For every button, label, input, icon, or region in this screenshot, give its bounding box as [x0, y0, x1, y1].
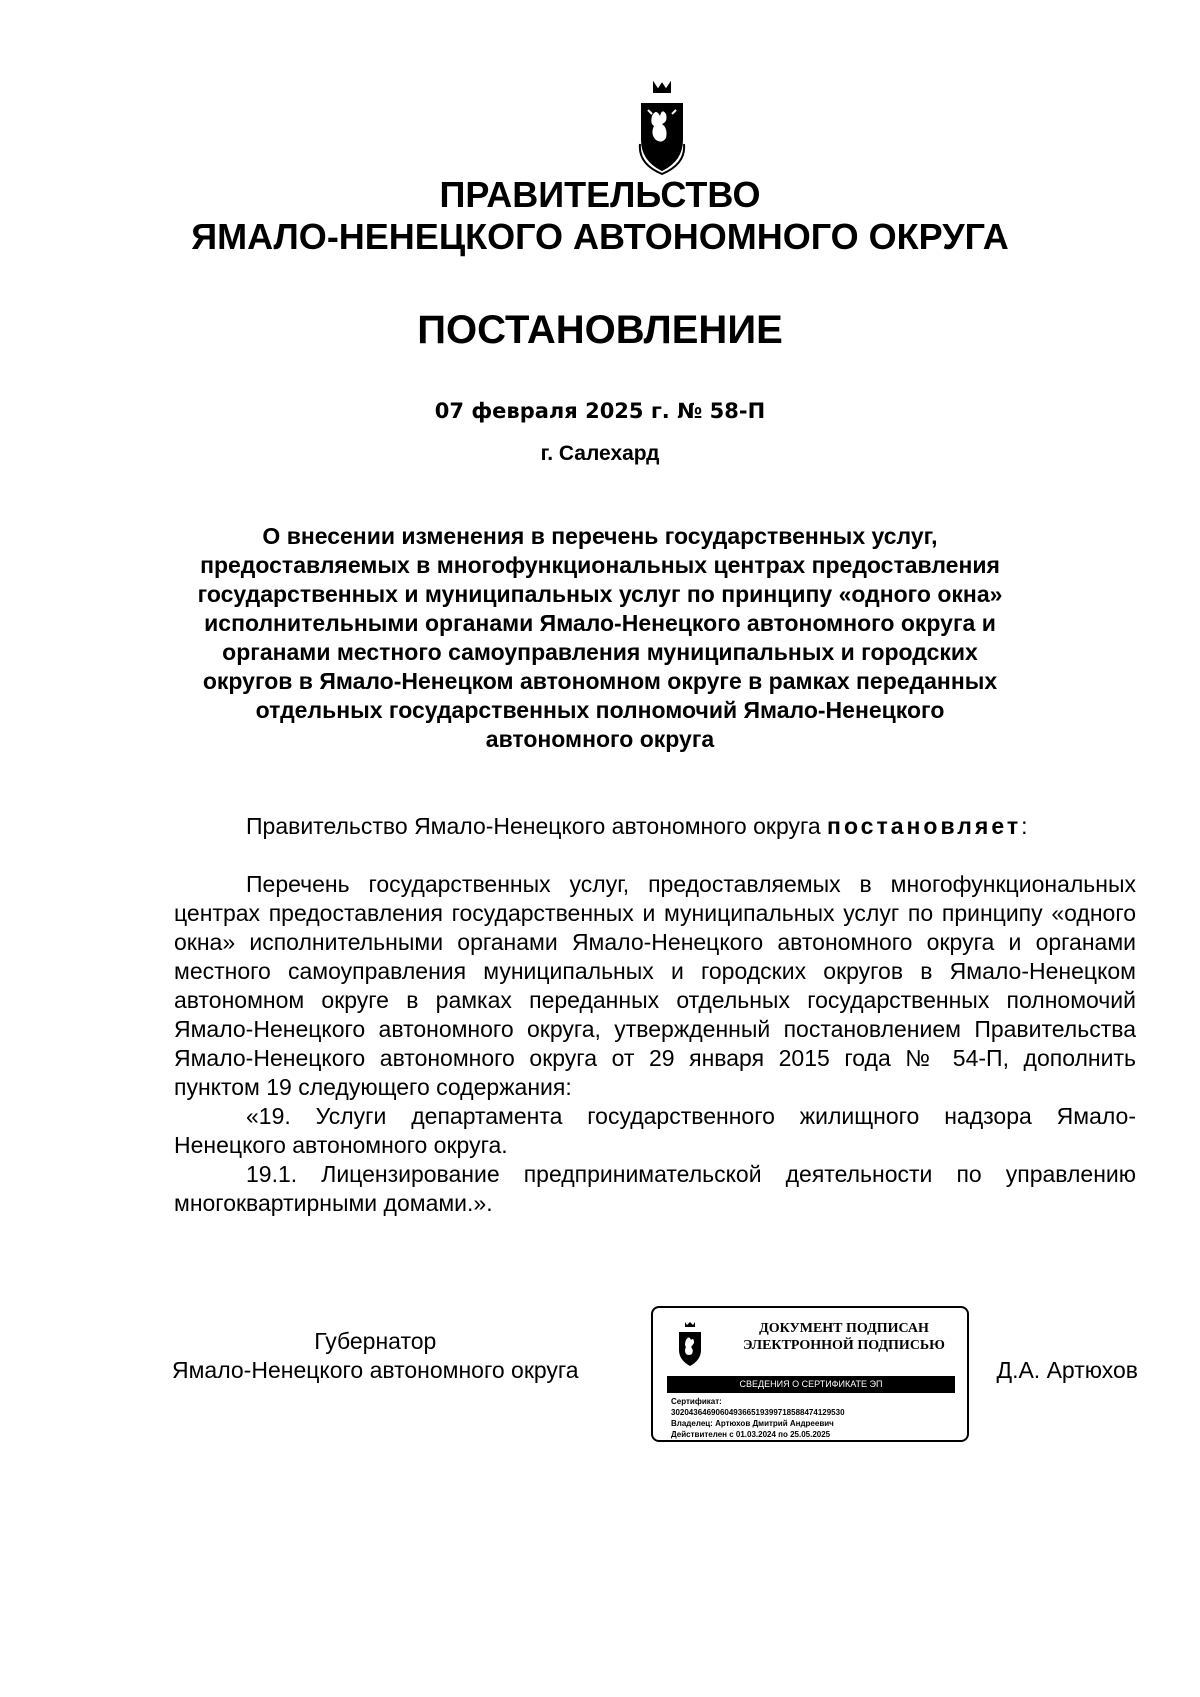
signer-role-line1: Губернатор: [314, 1328, 437, 1354]
stamp-emblem-icon: [677, 1320, 703, 1368]
body-paragraph-2: «19. Услуги департамента государственного жилищного надзора Ямало-Ненецкого автономного округа.: [174, 1103, 1136, 1158]
body-paragraph-1: Перечень государственных услуг, предоставляемых в многофункциональных центрах предоставления государственных и муниципальных услуг по принципу «одного окна» исполнительными органами Ямало-Ненецкого автономного округа и органами местного самоуправления муниципальных и городских округов в Ямало-Ненецком автономном округе в рамках переданных отдельных государственных полномочий Ямало-Ненецкого автономного округа, утвержденный постановлением Правительства Ямало-Ненецкого автономного округа от 29 января 2015 года № 54-П, дополнить пунктом 19 следующего содержания:: [174, 871, 1136, 1100]
preamble-text: Правительство Ямало-Ненецкого автономного округа: [246, 813, 828, 839]
signer-name: Д.А. Артюхов: [996, 1357, 1138, 1383]
body-paragraph-3: 19.1. Лицензирование предпринимательской деятельности по управлению многоквартирными домами.».: [174, 1161, 1136, 1216]
stamp-info: [671, 1396, 845, 1440]
government-title: ПРАВИТЕЛЬСТВО: [439, 174, 761, 215]
stamp-certificate-bar: СВЕДЕНИЯ О СЕРТИФИКАТЕ ЭП: [667, 1376, 955, 1393]
coat-of-arms-icon: [638, 80, 686, 178]
document-date-number: 07 февраля 2025 г. № 58-П: [434, 399, 766, 423]
stamp-title-line2: ЭЛЕКТРОННОЙ ПОДПИСЬЮ: [743, 1338, 945, 1353]
signer-role: [172, 1327, 579, 1385]
certificate-owner: Владелец: Артюхов Дмитрий Андреевич: [671, 1419, 834, 1428]
preamble: [174, 812, 1136, 841]
certificate-value: 302043646906049366519399718588474129530: [671, 1408, 845, 1417]
government-region: ЯМАЛО-НЕНЕЦКОГО АВТОНОМНОГО ОКРУГА: [191, 216, 1009, 257]
preamble-colon: :: [1021, 813, 1028, 839]
electronic-signature-stamp: [651, 1306, 969, 1442]
preamble-emphasis: постановляет: [827, 813, 1022, 839]
stamp-title-line1: ДОКУМЕНТ ПОДПИСАН: [759, 1321, 929, 1336]
certificate-validity: Действителен с 01.03.2024 по 25.05.2025: [671, 1430, 831, 1439]
stamp-title: [729, 1320, 959, 1354]
certificate-label: Сертификат:: [671, 1397, 722, 1406]
document-city: г. Салехард: [540, 442, 660, 465]
document-subject: О внесении изменения в перечень государственных услуг, предоставляемых в многофункциональных центрах предоставления государственных и муниципальных услуг по принципу «одного окна» исполнительными органами Ямало-Ненецкого автономного округа и органами местного самоуправления муниципальных и городских округов в Ямало-Ненецком автономном округе в рамках переданных отдельных государственных полномочий Ямало-Ненецкого автономного округа: [197, 523, 1003, 752]
signer-role-line2: Ямало-Ненецкого автономного округа: [172, 1357, 579, 1383]
document-body: [174, 870, 1136, 1218]
document-kind: ПОСТАНОВЛЕНИЕ: [417, 308, 783, 352]
